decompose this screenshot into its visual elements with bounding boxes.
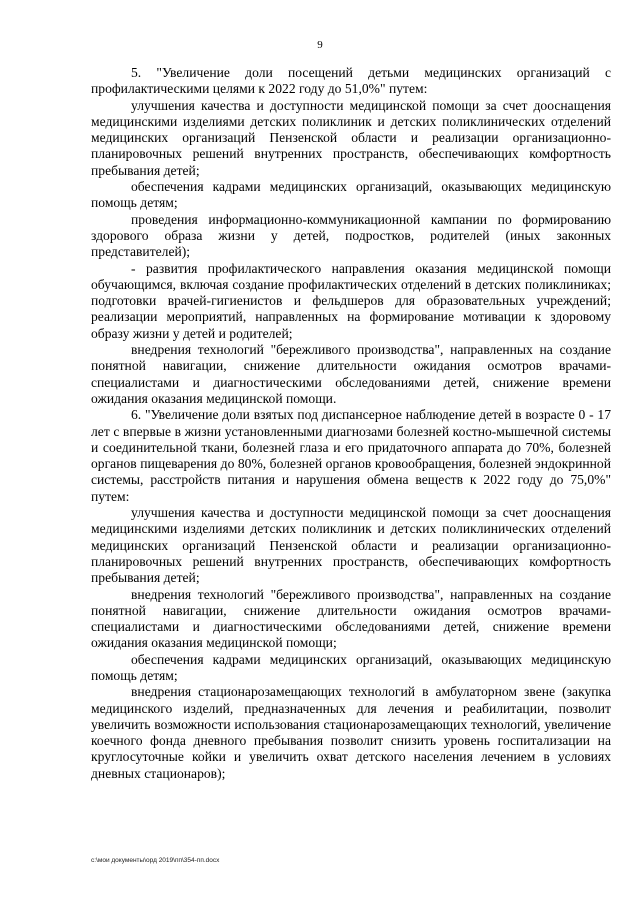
paragraph-staffing-2: обеспечения кадрами медицинских организаций, оказывающих медицинскую помощь детям;	[91, 651, 611, 683]
paragraph-info-campaign: проведения информационно-коммуникационной кампании по формированию здорового образа жизни у детей, подростков, родителей (иных законных представителей);	[91, 211, 611, 260]
paragraph-staffing: обеспечения кадрами медицинских организаций, оказывающих медицинскую помощь детям;	[91, 179, 611, 211]
paragraph-lean-production-2: внедрения технологий "бережливого производства", направленных на создание понятной навигации, снижение длительности ожидания осмотров врачами-специалистами и диагностическими обследованиями детей, снижение времени ожидания оказания медицинской помощи;	[91, 586, 611, 651]
paragraph-quality-access-2: улучшения качества и доступности медицинской помощи за счет дооснащения медицинскими изделиями детских поликлиник и детских поликлинических отделений медицинских организаций Пензенской области и реализации организационно-планировочных решений внутренних пространств, обеспечивающих комфортность пребывания детей;	[91, 505, 611, 586]
paragraph-day-hospital: внедрения стационарозамещающих технологий в амбулаторном звене (закупка медицинского изделий, предназначенных для лечения и реабилитации, позволит увеличить возможности использования стационарозамещающих технологий, увеличение коечного фонда дневного пребывания позволит снизить уровень госпитализации на круглосуточные койки и увеличить охват детского населения лечением в условиях дневных стационаров);	[91, 684, 611, 781]
document-body	[91, 65, 611, 782]
paragraph-prevention: - развития профилактического направления оказания медицинской помощи обучающимся, включая создание профилактических отделений в детских поликлиниках; подготовки врачей-гигиенистов и фельдшеров для образовательных учреждений; реализации мероприятий, направленных на формирование мотивации к здоровому образу жизни у детей и родителей;	[91, 260, 611, 341]
paragraph-item-6-heading: 6. "Увеличение доли взятых под диспансерное наблюдение детей в возрасте 0 - 17 лет с впервые в жизни установленными диагнозами болезней костно-мышечной системы и соединительной ткани, болезней глаза и его придаточного аппарата до 70%, болезней органов пищеварения до 80%, болезней органов кровообращения, болезней эндокринной системы, расстройств питания и нарушения обмена веществ к 2022 году до 75,0%" путем:	[91, 407, 611, 504]
paragraph-quality-access: улучшения качества и доступности медицинской помощи за счет дооснащения медицинскими изделиями детских поликлиник и детских поликлинических отделений медицинских организаций Пензенской области и реализации организационно-планировочных решений внутренних пространств, обеспечивающих комфортность пребывания детей;	[91, 97, 611, 178]
footer-file-path: c:\мои документы\орд 2019\пп\354-пп.docx	[91, 857, 220, 864]
paragraph-lean-production: внедрения технологий "бережливого производства", направленных на создание понятной навигации, снижение длительности ожидания осмотров врачами-специалистами и диагностическими обследованиями детей, снижение времени ожидания оказания медицинской помощи.	[91, 342, 611, 406]
page-number: 9	[317, 39, 323, 51]
paragraph-item-5-heading: 5. "Увеличение доли посещений детьми медицинских организаций с профилактическими целями к 2022 году до 51,0%" путем:	[91, 65, 611, 97]
